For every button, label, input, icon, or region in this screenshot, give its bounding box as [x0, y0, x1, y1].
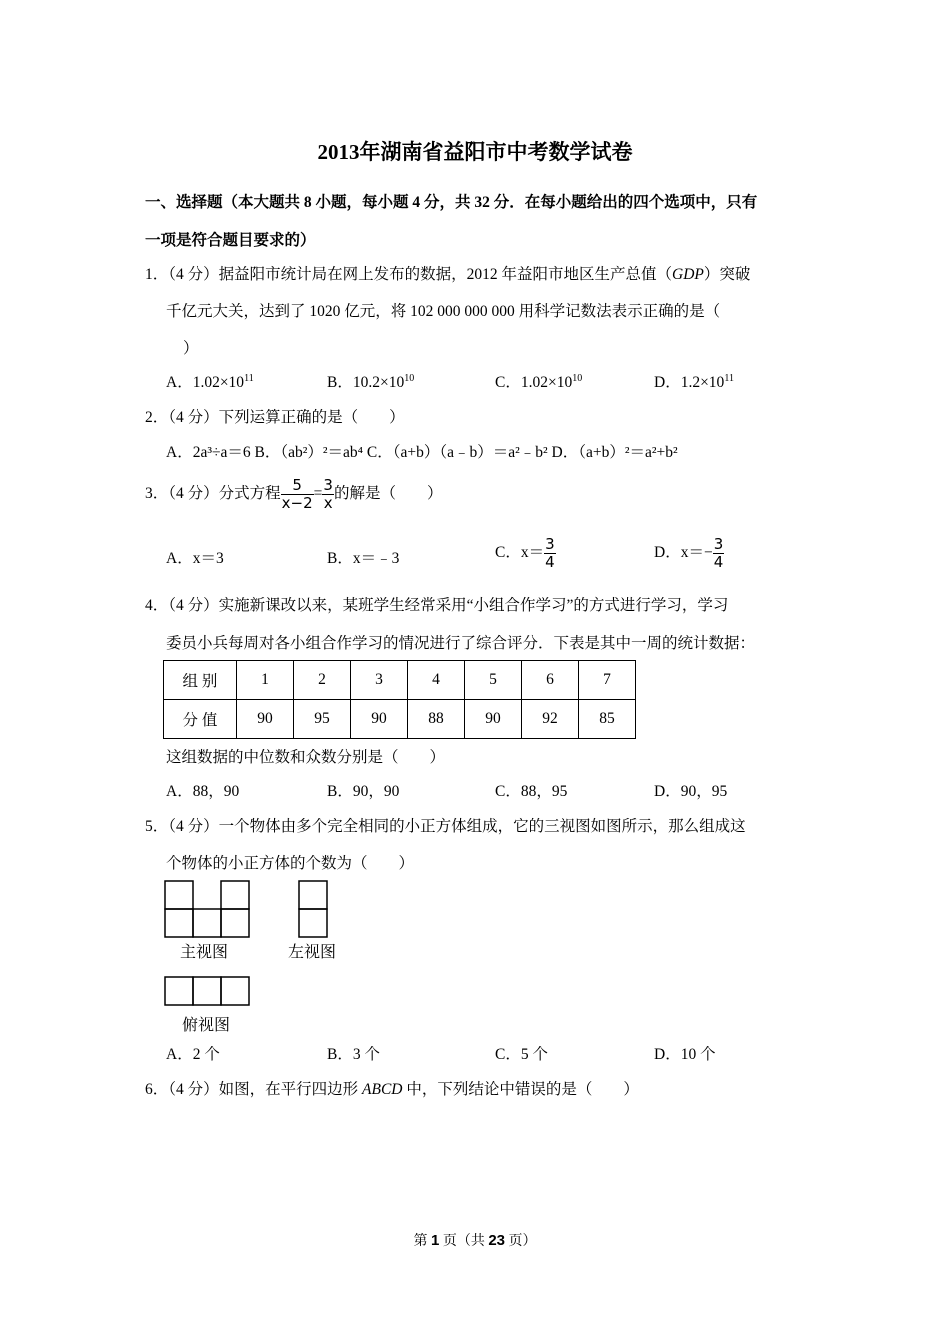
- q3-option-c-label: C．x＝: [495, 544, 545, 562]
- q3-option-b: B．x＝﹣3: [327, 550, 400, 567]
- q4-line2: 委员小兵每周对各小组合作学习的情况进行了综合评分．下表是其中一周的统计数据：: [166, 635, 756, 652]
- table-cell: 95: [294, 700, 351, 739]
- q3-frac2-den: x: [323, 494, 333, 512]
- table-cell: 3: [351, 661, 408, 700]
- footer-total-pages: 23: [488, 1232, 506, 1249]
- q3-frac2-num: 3: [323, 476, 333, 494]
- table-cell: 90: [465, 700, 522, 739]
- q1-option-b-label: B．10.2×10: [327, 374, 405, 391]
- left-view-diagram: [298, 880, 332, 940]
- q4-option-c: C．88，95: [495, 783, 568, 800]
- q3-frac1-num: 5: [281, 477, 314, 495]
- q3-fraction-right: [322, 477, 334, 512]
- q1-option-a: [166, 370, 254, 392]
- q1-option-d-exp: 11: [724, 372, 734, 384]
- q3-option-c-num: 3: [545, 535, 555, 553]
- table-row: [164, 700, 636, 739]
- q5-option-b: B．3 个: [327, 1046, 380, 1063]
- q3-option-c-fraction: [544, 536, 556, 571]
- q2-stem: 2．（4 分）下列运算正确的是（ ）: [145, 409, 405, 426]
- q3-prefix: 3．（4 分）分式方程: [145, 485, 281, 503]
- front-view-label: 主视图: [180, 942, 229, 961]
- section-heading-line2: 一项是符合题目要求的）: [145, 232, 316, 249]
- cube-square: [165, 909, 193, 937]
- cube-square: [299, 881, 327, 909]
- q1-option-c-label: C．1.02×10: [495, 374, 573, 391]
- section-heading-line1: 一、选择题（本大题共 8 小题，每小题 4 分，共 32 分．在每小题给出的四个选项中，只有: [145, 194, 758, 211]
- q1-option-a-label: A．1.02×10: [166, 374, 245, 391]
- table-cell: 1: [237, 661, 294, 700]
- cube-square: [193, 909, 221, 937]
- q1-line3: ）: [183, 340, 199, 357]
- q4-option-d: D．90，95: [654, 783, 728, 800]
- q1-option-c: [495, 370, 582, 392]
- table-cell: 90: [351, 700, 408, 739]
- table-cell: 7: [579, 661, 636, 700]
- table-cell: 5: [465, 661, 522, 700]
- table-cell: 92: [522, 700, 579, 739]
- q4-after: 这组数据的中位数和众数分别是（ ）: [166, 749, 446, 766]
- front-view-diagram: [164, 880, 254, 940]
- q3-option-a: A．x＝3: [166, 550, 224, 567]
- footer-suffix: 页）: [505, 1234, 537, 1249]
- q1-gdp: GDP: [672, 266, 704, 283]
- table-row: [164, 661, 636, 700]
- q1-option-b: [327, 370, 414, 392]
- table-cell: 分 值: [164, 700, 237, 739]
- q5-option-d: D．10 个: [654, 1046, 716, 1063]
- q6-abcd: ABCD: [362, 1081, 403, 1098]
- cube-square: [299, 909, 327, 937]
- q3-option-d: [654, 536, 724, 571]
- q1-line2: 千亿元大关，达到了 1020 亿元，将 102 000 000 000 用科学记数法表示正确的是（: [166, 303, 721, 320]
- q3-stem: [145, 477, 442, 512]
- q3-frac1-den: x−2: [281, 494, 313, 512]
- q3-option-d-label: D．x＝−: [654, 544, 713, 562]
- table-cell: 6: [522, 661, 579, 700]
- top-view-label: 俯视图: [182, 1015, 231, 1034]
- q3-equals: =: [313, 485, 323, 503]
- cube-square: [221, 881, 249, 909]
- q3-option-d-den: 4: [713, 553, 724, 571]
- q4-option-b: B．90，90: [327, 783, 400, 800]
- q1-option-c-exp: 10: [572, 372, 583, 384]
- q3-fraction-left: [281, 477, 314, 512]
- q4-data-table: [163, 660, 636, 739]
- table-cell: 组 别: [164, 661, 237, 700]
- q1-option-b-exp: 10: [404, 372, 415, 384]
- cube-square: [221, 977, 249, 1005]
- q4-option-a: A．88，90: [166, 783, 240, 800]
- q3-option-d-num: 3: [713, 535, 724, 553]
- q6-stem: [145, 1077, 639, 1099]
- q6-suffix: 中，下列结论中错误的是（ ）: [402, 1081, 639, 1098]
- left-view-label: 左视图: [288, 942, 337, 961]
- q3-suffix: 的解是（ ）: [333, 485, 443, 503]
- table-cell: 2: [294, 661, 351, 700]
- table-cell: 90: [237, 700, 294, 739]
- q2-options: A．2a³÷a＝6 B．（ab²）²＝ab⁴ C．（a+b）（a﹣b）＝a²﹣b² D．（a+b）²＝a²+b²: [166, 444, 678, 461]
- q5-option-a: A．2 个: [166, 1046, 220, 1063]
- top-view-diagram: [164, 976, 254, 1010]
- q1-line1-text: 1．（4 分）据益阳市统计局在网上发布的数据，2012 年益阳市地区生产总值（: [145, 266, 673, 283]
- cube-square: [221, 909, 249, 937]
- q1-line1-end: ）突破: [703, 266, 751, 283]
- footer-mid: 页（共: [439, 1234, 489, 1249]
- q1-option-d-label: D．1.2×10: [654, 374, 725, 391]
- q5-line1: 5．（4 分）一个物体由多个完全相同的小正方体组成，它的三视图如图所示，那么组成这: [145, 818, 746, 835]
- q5-option-c: C．5 个: [495, 1046, 548, 1063]
- cube-square: [165, 977, 193, 1005]
- page-title: 2013年湖南省益阳市中考数学试卷: [317, 140, 633, 164]
- q1-line1: [145, 262, 750, 284]
- footer-page-number: 1: [430, 1232, 440, 1249]
- table-cell: 85: [579, 700, 636, 739]
- q1-option-d: [654, 370, 734, 392]
- table-cell: 4: [408, 661, 465, 700]
- footer-prefix: 第: [413, 1234, 431, 1249]
- cube-square: [193, 977, 221, 1005]
- q4-line1: 4．（4 分）实施新课改以来，某班学生经常采用“小组合作学习”的方式进行学习，学习: [145, 597, 729, 614]
- page-footer: [0, 1230, 950, 1250]
- q3-option-c-den: 4: [545, 553, 555, 571]
- q3-option-c: [495, 536, 556, 571]
- q6-prefix: 6．（4 分）如图，在平行四边形: [145, 1081, 363, 1098]
- q3-option-d-fraction: [713, 536, 725, 571]
- cube-square: [165, 881, 193, 909]
- q5-line2: 个物体的小正方体的个数为（ ）: [166, 855, 415, 872]
- table-cell: 88: [408, 700, 465, 739]
- q1-option-a-exp: 11: [244, 372, 254, 384]
